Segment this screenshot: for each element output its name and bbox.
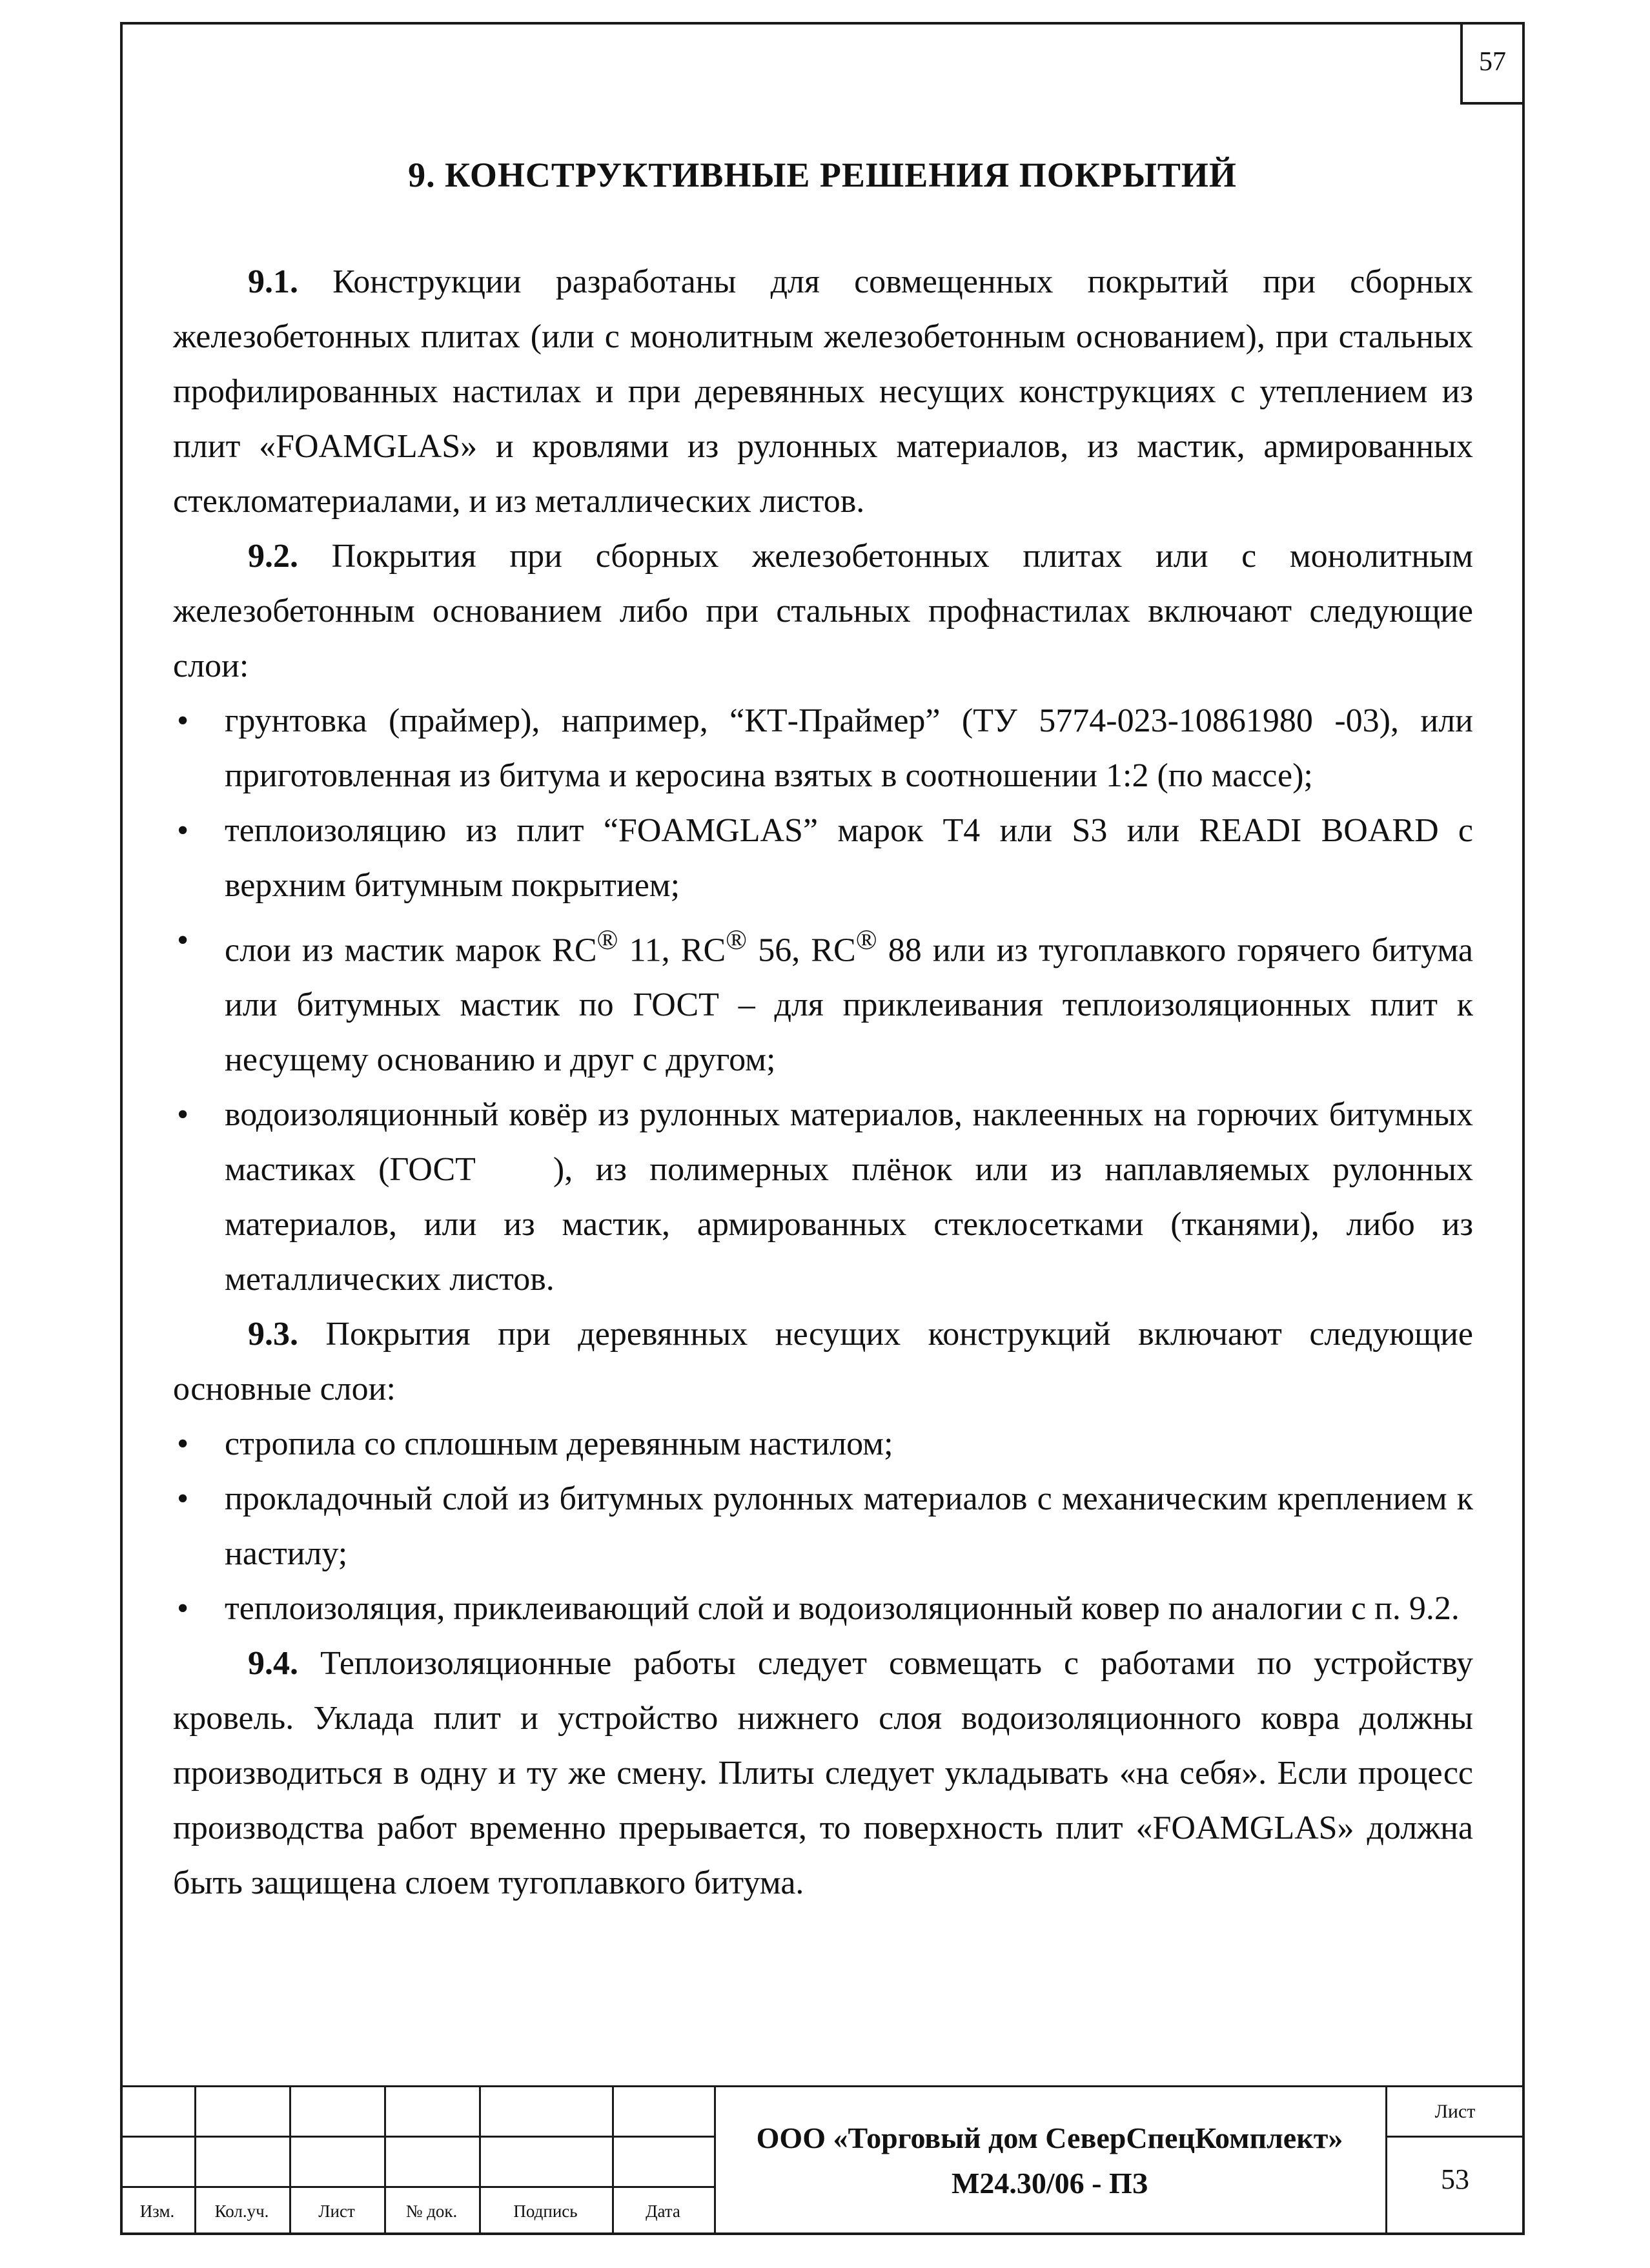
page-number-box <box>1460 22 1525 105</box>
grid-line <box>714 2085 716 2235</box>
title-block-border <box>120 2085 1525 2087</box>
list-item <box>173 1087 1473 1307</box>
list-9-2 <box>173 693 1473 1307</box>
sheet-number: 53 <box>1441 2163 1469 2195</box>
list-item <box>173 1416 1473 1471</box>
bullet-icon: • <box>177 1425 189 1463</box>
bullet-icon: • <box>177 1590 189 1628</box>
section-title: 9. КОНСТРУКТИВНЫЕ РЕШЕНИЯ ПОКРЫТИЙ <box>408 156 1237 194</box>
col-label-list: Лист <box>318 2202 355 2221</box>
paragraph-9-2 <box>173 529 1473 693</box>
document-body <box>173 254 1473 1910</box>
paragraph-number: 9.1. <box>248 263 298 300</box>
col-label-izm: Изм. <box>139 2202 175 2221</box>
title-block <box>120 2085 1525 2235</box>
registered-mark: ® <box>596 925 618 955</box>
registered-mark: ® <box>726 925 748 955</box>
col-label-ndok: № док. <box>405 2202 458 2221</box>
list-item <box>173 1471 1473 1581</box>
list-item-text: грунтовка (праймер), например, “КТ-Праймер” (ТУ 5774-023-10861980 -03), или приготовленная из битума и керосина взятых в соотношении 1:2 (по массе); <box>225 702 1473 794</box>
paragraph-text: Конструкции разработаны для совмещенных покрытий при сборных железобетонных плитах (или с монолитным железобетонным основанием), при стальных профилированных настилах и при деревянных несущих конструкциях с утеплением из плит «FOAMGLAS» и кровлями из рулонных материалов, из мастик, армированных стекломатериалами, и из металлических листов. <box>173 263 1473 520</box>
page-number: 57 <box>1479 47 1506 77</box>
list-item-text: стропила со сплошным деревянным настилом; <box>225 1425 893 1463</box>
paragraph-text: Теплоизоляционные работы следует совмещать с работами по устройству кровель. Уклада плит и устройство нижнего слоя водоизоляционного ковра должны производиться в одну и ту же смену. Плиты следует укладывать «на себя». Если процесс производства работ временно прерывается, то поверхность плит «FOAMGLAS» должна быть защищена слоем тугоплавкого битума. <box>173 1645 1473 1902</box>
paragraph-9-4 <box>173 1636 1473 1910</box>
bullet-icon: • <box>177 702 189 739</box>
list-item-text: ), из полимерных плёнок или из наплавляемых рулонных материалов, или из мастик, армированных стеклосетками (тканями), либо из металлических листов. <box>225 1151 1473 1298</box>
organization-name: ООО «Торговый дом СеверСпецКомплект» <box>756 2121 1343 2154</box>
paragraph-text: Покрытия при деревянных несущих конструкций включают следующие основные слои: <box>173 1316 1473 1408</box>
bullet-icon: • <box>177 1480 189 1518</box>
list-item-text: прокладочный слой из битумных рулонных материалов с механическим креплением к настилу; <box>225 1480 1473 1573</box>
paragraph-text: Покрытия при сборных железобетонных плитах или с монолитным железобетонным основанием либо при стальных профнастилах включают следующие слои: <box>173 538 1473 684</box>
document-code: М24.30/06 - ПЗ <box>951 2167 1148 2200</box>
list-item-text: 11, RC <box>618 932 726 969</box>
sheet-label: Лист <box>1434 2101 1476 2122</box>
grid-line <box>120 2186 714 2188</box>
paragraph-9-3 <box>173 1307 1473 1416</box>
list-item-text: 88 или из тугоплавкого горячего битума или битумных мастик по ГОСТ – для приклеивания теплоизоляционных плит к несущему основанию и друг с другом; <box>225 932 1473 1079</box>
list-item-text: теплоизоляцию из плит “FOAMGLAS” марок Т4 или S3 или READI BOARD с верхним битумным покрытием; <box>225 812 1473 904</box>
registered-mark: ® <box>855 925 877 955</box>
paragraph-number: 9.2. <box>248 538 298 575</box>
bullet-icon: • <box>177 812 189 849</box>
bullet-icon: • <box>177 1096 189 1134</box>
list-item <box>173 1581 1473 1636</box>
col-label-data: Дата <box>646 2202 680 2221</box>
list-item-text: 56, RC <box>747 932 856 969</box>
paragraph-number: 9.3. <box>248 1316 298 1353</box>
list-item-text: слои из мастик марок RC <box>225 932 597 969</box>
grid-line <box>1385 2136 1525 2138</box>
grid-line <box>120 2136 714 2138</box>
paragraph-9-1 <box>173 254 1473 529</box>
bullet-icon: • <box>177 922 189 959</box>
list-item-text: водоизоляционный ковёр из рулонных материалов, наклеенных на горючих битумных мастиках (ГОСТ <box>225 1096 1473 1189</box>
list-item <box>173 913 1473 1087</box>
paragraph-number: 9.4. <box>248 1645 298 1682</box>
list-item <box>173 803 1473 913</box>
list-9-3 <box>173 1416 1473 1636</box>
col-label-podpis: Подпись <box>513 2202 578 2221</box>
col-label-koluch: Кол.уч. <box>214 2202 269 2221</box>
list-item <box>173 693 1473 803</box>
list-item-text: теплоизоляция, приклеивающий слой и водоизоляционный ковер по аналогии с п. 9.2. <box>225 1590 1460 1628</box>
